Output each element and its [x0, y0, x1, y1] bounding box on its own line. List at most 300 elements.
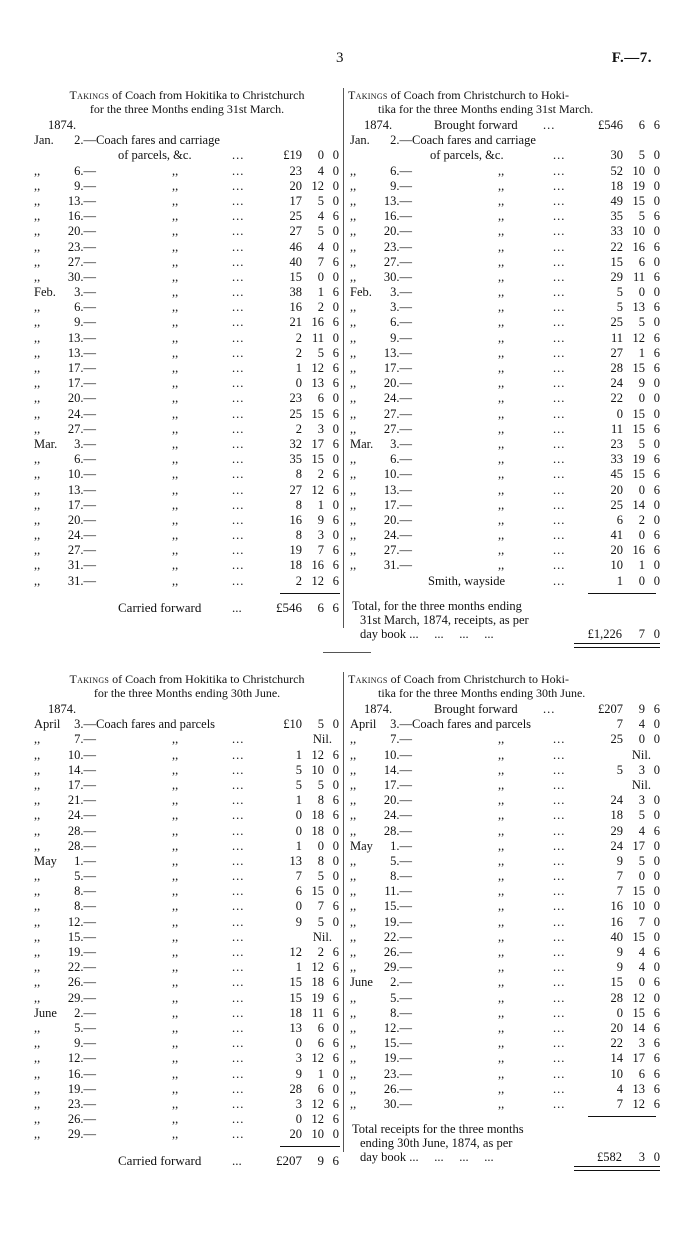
leader-dots: ...: [232, 193, 245, 208]
amount-pence: 0: [653, 914, 660, 929]
entry-day: 24.—: [383, 391, 412, 406]
amount-shillings: 0: [317, 269, 324, 284]
amount-shillings: 2: [638, 512, 645, 527]
entry-day: 19.—: [67, 1081, 96, 1096]
entry-month: ,,: [350, 823, 357, 838]
amount-pounds: 30: [610, 148, 623, 163]
title-line-2: tika for the three Months ending 31st March.: [378, 102, 594, 116]
ditto-mark: ,,: [498, 558, 505, 573]
table-row: [348, 315, 660, 330]
entry-month: ,,: [350, 209, 357, 224]
section-separator: [323, 652, 371, 653]
ditto-mark: ,,: [498, 823, 505, 838]
ditto-mark: ,,: [172, 975, 179, 990]
amount-shillings: 15: [632, 193, 645, 208]
table-row: [348, 869, 660, 884]
amount-pence: 0: [332, 838, 339, 853]
leader-dots: ...: [232, 528, 245, 543]
amount-pounds: £207: [598, 702, 623, 716]
table-row: [32, 574, 342, 589]
entry-row: [32, 717, 342, 732]
entry-month: ,,: [34, 1081, 41, 1096]
amount-shillings: 15: [632, 361, 645, 375]
total-text-line: Total, for the three months ending: [352, 598, 522, 613]
leader-dots: ...: [232, 732, 245, 747]
leader-dots: ...: [553, 884, 566, 899]
table-row: [32, 945, 342, 960]
amount-pounds: 25: [610, 497, 623, 512]
double-underline: [574, 643, 660, 648]
amount-shillings: 5: [317, 869, 324, 884]
amount-shillings: 3: [638, 793, 645, 808]
table-row: [32, 346, 342, 361]
ditto-mark: ,,: [172, 163, 179, 178]
amount-pounds: 28: [610, 361, 623, 375]
entry-month: ,,: [350, 163, 357, 178]
ditto-mark: ,,: [172, 345, 179, 360]
amount-pence: 0: [653, 558, 660, 573]
amount-pounds: 22: [610, 239, 623, 254]
ditto-mark: ,,: [172, 929, 179, 944]
leader-dots: ...: [553, 853, 566, 868]
ditto-mark: ,,: [498, 975, 505, 990]
table-row: [32, 376, 342, 391]
amount-pence: 0: [653, 178, 660, 193]
entry-day: 3.—: [74, 285, 96, 300]
entry-day: 29.—: [67, 1127, 96, 1142]
amount-pence: 6: [653, 361, 660, 375]
amount-shillings: 1: [638, 345, 645, 360]
year-row: [32, 118, 342, 133]
amount-shillings: 15: [632, 929, 645, 944]
amount-pounds: 0: [295, 1036, 302, 1051]
entry-month: ,,: [350, 528, 357, 543]
ditto-mark: ,,: [498, 808, 505, 823]
entry-day: 22.—: [67, 960, 96, 975]
amount-pence: 0: [653, 224, 660, 239]
leader-dots: ...: [553, 254, 566, 269]
amount-pence: 6: [332, 990, 339, 1005]
table-row: [348, 793, 660, 808]
leader-dots: ...: [232, 391, 245, 406]
amount-pounds: 1: [295, 960, 302, 975]
leader-dots: ...: [232, 315, 245, 330]
total-pounds: £582: [597, 1150, 622, 1165]
amount-shillings: 17: [311, 436, 324, 451]
entry-month: Mar.: [350, 436, 374, 451]
leader-dots: ...: [553, 929, 566, 944]
nil-amount: Nil.: [631, 777, 651, 792]
entry-month: June: [34, 1005, 57, 1020]
june-quarter-section: [32, 672, 660, 1169]
amount-pence: 6: [332, 960, 339, 975]
entry-day: 8.—: [74, 899, 96, 914]
amount-pence: 0: [332, 884, 339, 899]
amount-pounds: 16: [289, 300, 302, 315]
table-row: [32, 854, 342, 869]
ditto-mark: ,,: [172, 1081, 179, 1096]
leader-dots: ...: [553, 869, 566, 884]
amount-shillings: 18: [311, 808, 324, 823]
leader-dots: ...: [553, 269, 566, 284]
amount-shillings: 3: [317, 421, 324, 436]
entry-description: Coach fares and carriage: [412, 133, 536, 148]
ditto-mark: ,,: [172, 391, 179, 406]
amount-pence: 6: [653, 1036, 660, 1051]
amount-pence: 0: [332, 163, 339, 178]
carried-total-shillings: 6: [317, 599, 324, 615]
table-row: [348, 422, 660, 437]
amount-pounds: 15: [289, 269, 302, 284]
amount-shillings: 9: [638, 702, 645, 716]
entry-day: 26.—: [67, 1112, 96, 1127]
ditto-mark: ,,: [172, 823, 179, 838]
amount-shillings: 15: [632, 421, 645, 436]
amount-pounds: 6: [616, 512, 623, 527]
amount-shillings: 5: [317, 777, 324, 792]
ditto-mark: ,,: [172, 406, 179, 421]
table-title: [32, 672, 342, 702]
amount-pence: 6: [653, 452, 660, 467]
ditto-mark: ,,: [498, 452, 505, 467]
amount-pence: 6: [332, 975, 339, 990]
ditto-mark: ,,: [498, 361, 505, 375]
amount-pounds: 2: [295, 330, 302, 345]
amount-pounds: 20: [610, 482, 623, 497]
amount-pence: 6: [332, 345, 339, 360]
sum-rule: [348, 1112, 660, 1122]
amount-shillings: 17: [632, 1051, 645, 1066]
amount-pounds: 2: [295, 573, 302, 588]
amount-pounds: £10: [283, 717, 302, 732]
amount-pence: 6: [653, 528, 660, 543]
amount-pounds: 25: [610, 315, 623, 330]
leader-dots: ...: [553, 528, 566, 543]
leader-dots: ...: [232, 269, 245, 284]
amount-pounds: 15: [610, 254, 623, 269]
amount-pence: 6: [653, 975, 660, 990]
entry-month: ,,: [350, 1020, 357, 1035]
amount-pounds: 0: [616, 406, 623, 421]
table-row: [348, 991, 660, 1006]
amount-pence: 0: [653, 163, 660, 178]
amount-pounds: 24: [610, 838, 623, 853]
ditto-mark: ,,: [172, 808, 179, 823]
total-text-line: Total receipts for the three months: [352, 1122, 524, 1137]
amount-pence: 6: [653, 482, 660, 497]
entry-month: ,,: [350, 452, 357, 467]
leader-dots: ...: [553, 1020, 566, 1035]
amount-pounds: 49: [610, 193, 623, 208]
table-row: [32, 915, 342, 930]
entry-month: ,,: [34, 762, 41, 777]
amount-pence: 0: [332, 269, 339, 284]
amount-pounds: 5: [295, 777, 302, 792]
leader-dots: ...: [232, 558, 245, 573]
table-row: [32, 1112, 342, 1127]
leader-dots: ...: [232, 178, 245, 193]
entry-day: 17.—: [383, 777, 412, 792]
table-row: [32, 1051, 342, 1066]
leader-dots: ...: [553, 990, 566, 1005]
amount-pounds: 33: [610, 224, 623, 239]
amount-pence: 6: [653, 209, 660, 224]
entry-month: ,,: [34, 945, 41, 959]
amount-pounds: 29: [610, 269, 623, 284]
ditto-mark: ,,: [498, 914, 505, 929]
ditto-mark: ,,: [498, 269, 505, 284]
leader-dots: ...: [232, 762, 245, 777]
title-line-1: [32, 672, 342, 686]
entry-month: ,,: [350, 899, 357, 914]
carried-total-pence: 6: [332, 1153, 339, 1169]
leader-dots: ...: [232, 361, 245, 375]
amount-pence: 6: [653, 345, 660, 360]
title-text: of Coach from Hokitika to Christchurch: [109, 88, 305, 102]
leader-dots: ...: [553, 732, 566, 747]
entry-day: 16.—: [67, 1066, 96, 1081]
amount-pounds: 15: [610, 975, 623, 990]
amount-shillings: 7: [317, 543, 324, 558]
amount-pence: 0: [332, 853, 339, 868]
amount-pence: 0: [653, 838, 660, 853]
entry-day: 14.—: [383, 762, 412, 777]
table-row: [32, 763, 342, 778]
entry-month: ,,: [34, 345, 41, 360]
entry-day: 8.—: [74, 884, 96, 899]
ditto-mark: ,,: [498, 869, 505, 884]
table-row: [348, 285, 660, 300]
amount-pounds: 35: [289, 452, 302, 467]
amount-pence: 0: [332, 148, 339, 163]
amount-pence: 0: [653, 990, 660, 1005]
ditto-mark: ,,: [172, 224, 179, 239]
amount-pounds: 10: [610, 558, 623, 573]
title-smallcaps: Takings: [348, 672, 388, 686]
amount-pence: 6: [653, 467, 660, 482]
table-row: [348, 778, 660, 793]
amount-shillings: 10: [632, 899, 645, 914]
amount-pounds: 41: [610, 528, 623, 543]
leader-dots: ...: [553, 823, 566, 838]
entry-day: 26.—: [383, 1081, 412, 1096]
table-row: [32, 748, 342, 763]
amount-shillings: 12: [311, 178, 324, 193]
leader-dots: ...: [232, 1005, 245, 1020]
leader-dots: ...: [232, 406, 245, 421]
amount-shillings: 12: [311, 1051, 324, 1066]
amount-shillings: 5: [317, 717, 324, 732]
ditto-mark: ,,: [498, 945, 505, 959]
table-row: [348, 558, 660, 573]
carried-forward-row: [32, 599, 342, 617]
table-row: [348, 407, 660, 422]
amount-shillings: 0: [638, 391, 645, 406]
entry-day: 5.—: [390, 853, 412, 868]
entry-day: 17.—: [67, 361, 96, 375]
table-row: [348, 255, 660, 270]
ditto-mark: ,,: [172, 361, 179, 375]
amount-pence: 6: [332, 747, 339, 762]
entry-day: 6.—: [74, 300, 96, 315]
ditto-mark: ,,: [172, 732, 179, 747]
amount-pounds: 9: [295, 914, 302, 929]
table-row: [32, 808, 342, 823]
amount-pence: 6: [332, 482, 339, 497]
amount-pounds: 10: [610, 1066, 623, 1081]
ditto-mark: ,,: [172, 914, 179, 929]
entry-month: ,,: [350, 345, 357, 360]
amount-shillings: 7: [638, 914, 645, 929]
entry-month: ,,: [34, 960, 41, 975]
amount-shillings: 5: [638, 853, 645, 868]
table-row: [32, 899, 342, 914]
amount-pounds: 9: [616, 945, 623, 959]
amount-pounds: 7: [616, 1096, 623, 1111]
ditto-mark: ,,: [172, 573, 179, 588]
carried-forward-row: [32, 1152, 342, 1170]
amount-pounds: 15: [289, 975, 302, 990]
amount-pence: 6: [332, 315, 339, 330]
ditto-mark: ,,: [498, 543, 505, 558]
entry-month: ,,: [350, 193, 357, 208]
amount-pence: 6: [653, 421, 660, 436]
table-row: [32, 793, 342, 808]
entry-day: 3.—: [74, 717, 96, 732]
amount-pence: 0: [653, 376, 660, 391]
table-title: [348, 88, 660, 118]
entry-month: ,,: [350, 732, 357, 747]
leader-dots: ...: [232, 512, 245, 527]
amount-shillings: 9: [638, 376, 645, 391]
entry-month: ,,: [34, 269, 41, 284]
table-row: [348, 1067, 660, 1082]
table-row: [32, 331, 342, 346]
entry-day: 31.—: [67, 573, 96, 588]
entry-day: 2.—: [74, 133, 96, 148]
amount-shillings: 6: [317, 1020, 324, 1035]
leader-dots: ...: [553, 762, 566, 777]
amount-shillings: 6: [638, 118, 645, 132]
amount-pounds: 33: [610, 452, 623, 467]
entry-day: 27.—: [383, 254, 412, 269]
ditto-mark: ,,: [498, 345, 505, 360]
entry-day: 1.—: [390, 838, 412, 853]
entry-month: ,,: [350, 543, 357, 558]
leader-dots: ...: [232, 899, 245, 914]
entry-month: ,,: [350, 793, 357, 808]
amount-pounds: 23: [610, 436, 623, 451]
year: 1874.: [364, 118, 393, 132]
hokitika-to-christchurch-march: [32, 88, 342, 617]
leader-dots: ...: [553, 406, 566, 421]
amount-pence: 0: [332, 300, 339, 315]
amount-pounds: 25: [289, 406, 302, 421]
amount-shillings: 15: [311, 406, 324, 421]
leader-dots: ...: [553, 436, 566, 451]
amount-pounds: 35: [610, 209, 623, 224]
ditto-mark: ,,: [172, 1051, 179, 1066]
entry-day: 24.—: [383, 808, 412, 823]
entry-day: 15.—: [67, 929, 96, 944]
table-row: [32, 975, 342, 990]
entry-month: ,,: [34, 869, 41, 884]
entry-day: 12.—: [383, 1020, 412, 1035]
amount-shillings: 15: [632, 467, 645, 482]
amount-pence: 0: [653, 808, 660, 823]
amount-shillings: 6: [638, 1066, 645, 1081]
amount-shillings: 5: [317, 914, 324, 929]
table-row: [32, 1021, 342, 1036]
amount-shillings: 2: [317, 467, 324, 482]
carried-forward-dots: ...: [232, 1153, 242, 1169]
year-row: [32, 702, 342, 717]
leader-dots: ...: [553, 300, 566, 315]
leader-dots: ...: [232, 1020, 245, 1035]
table-row: [348, 240, 660, 255]
total-shillings: 3: [638, 1150, 645, 1165]
amount-pence: 6: [332, 573, 339, 588]
entry-month: ,,: [34, 512, 41, 527]
entry-month: ,,: [34, 573, 41, 588]
amount-pence: 6: [332, 945, 339, 959]
leader-dots: ...: [232, 376, 245, 391]
leader-dots: ...: [553, 777, 566, 792]
amount-pence: 6: [332, 1051, 339, 1066]
sum-rule: [32, 1142, 342, 1152]
table-row: [32, 732, 342, 747]
amount-pounds: 8: [295, 528, 302, 543]
amount-shillings: 2: [317, 945, 324, 959]
amount-shillings: 9: [317, 512, 324, 527]
ditto-mark: ,,: [498, 254, 505, 269]
amount-shillings: 6: [317, 1036, 324, 1051]
amount-pence: 6: [332, 1005, 339, 1020]
amount-pounds: 15: [289, 990, 302, 1005]
amount-shillings: 0: [638, 573, 645, 588]
amount-pence: 6: [332, 209, 339, 224]
amount-pounds: 5: [616, 762, 623, 777]
christchurch-to-hokitika-june: [348, 672, 660, 1168]
amount-shillings: 7: [317, 254, 324, 269]
table-row: [348, 528, 660, 543]
amount-shillings: 5: [638, 209, 645, 224]
entry-day: 10.—: [67, 467, 96, 482]
leader-dots: ...: [232, 823, 245, 838]
ditto-mark: ,,: [172, 945, 179, 959]
ditto-mark: ,,: [498, 285, 505, 300]
ditto-mark: ,,: [498, 793, 505, 808]
entry-day: 12.—: [67, 914, 96, 929]
amount-shillings: 4: [638, 823, 645, 838]
leader-dots: ...: [553, 376, 566, 391]
amount-shillings: 3: [638, 1036, 645, 1051]
entry-month: ,,: [34, 823, 41, 838]
amount-pounds: 0: [295, 823, 302, 838]
entry-day: 28.—: [67, 823, 96, 838]
amount-pounds: 40: [610, 929, 623, 944]
ditto-mark: ,,: [498, 209, 505, 224]
entry-month: ,,: [34, 467, 41, 482]
amount-pounds: 25: [289, 209, 302, 224]
entry-month: ,,: [34, 361, 41, 375]
brought-forward-label: Brought forward: [434, 702, 518, 716]
ditto-mark: ,,: [498, 224, 505, 239]
ditto-mark: ,,: [498, 376, 505, 391]
leader-dots: ...: [232, 808, 245, 823]
amount-shillings: 6: [317, 391, 324, 406]
entry-day: 27.—: [383, 543, 412, 558]
